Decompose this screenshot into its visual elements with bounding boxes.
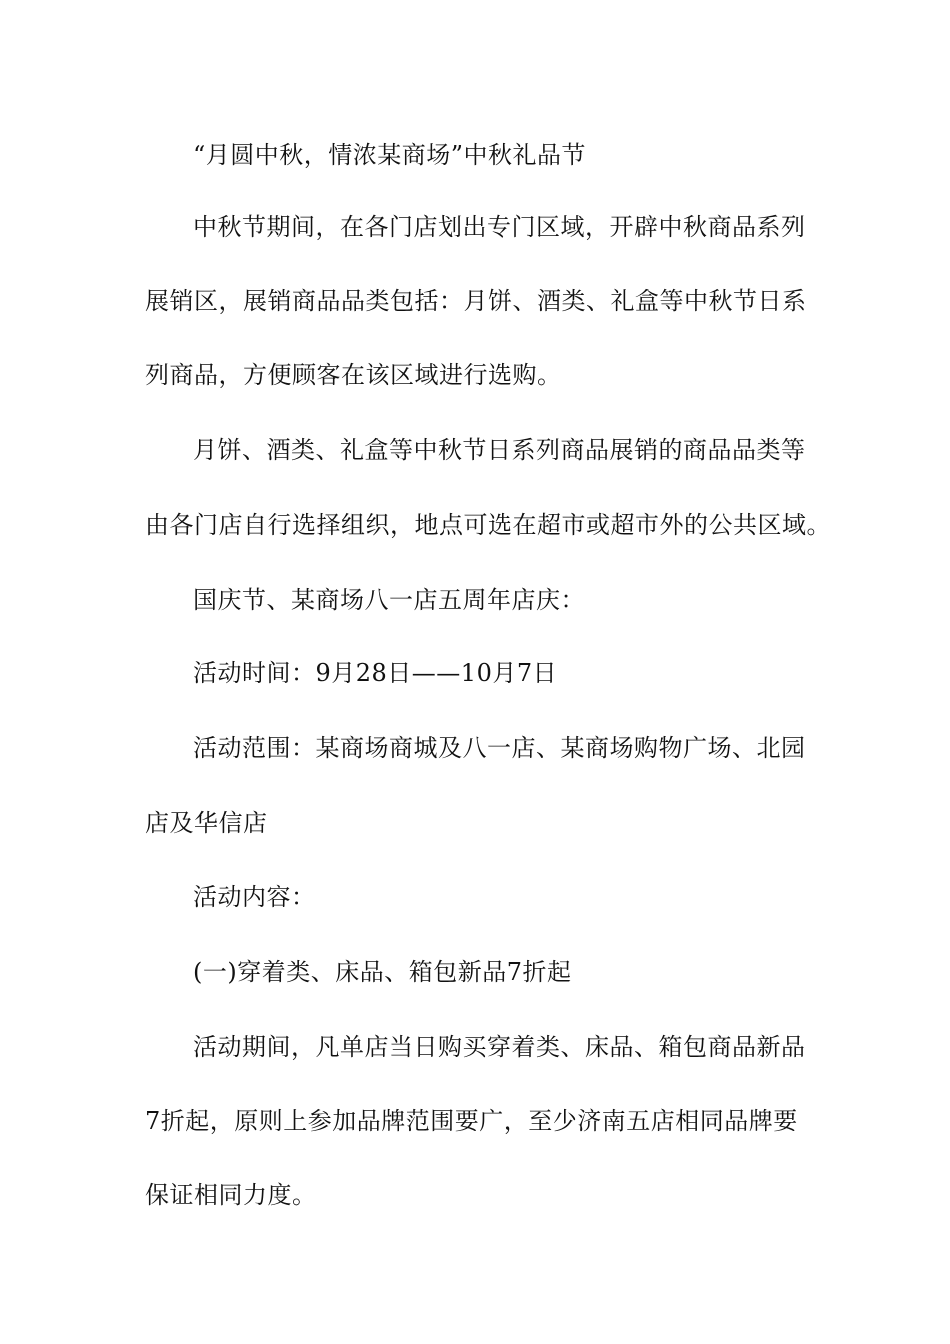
activity-scope-continued: 店及华信店 xyxy=(145,809,268,837)
activity-scope: 活动范围：某商场商城及八一店、某商场购物广场、北园 xyxy=(193,734,806,762)
paragraph-line: 月饼、酒类、礼盒等中秋节日系列商品展销的商品品类等 xyxy=(193,436,806,464)
paragraph-line: 中秋节期间，在各门店划出专门区域，开辟中秋商品系列 xyxy=(193,213,806,241)
paragraph-line: 保证相同力度。 xyxy=(145,1181,317,1209)
paragraph-line: 7折起，原则上参加品牌范围要广，至少济南五店相同品牌要 xyxy=(145,1107,798,1135)
paragraph-line: 展销区，展销商品品类包括：月饼、酒类、礼盒等中秋节日系 xyxy=(145,287,807,315)
paragraph-line: 活动期间，凡单店当日购买穿着类、床品、箱包商品新品 xyxy=(193,1033,806,1061)
activity-time: 活动时间：9月28日——10月7日 xyxy=(193,659,558,687)
paragraph-line: 由各门店自行选择组织，地点可选在超市或超市外的公共区域。 xyxy=(145,511,831,539)
activity-item-heading: (一)穿着类、床品、箱包新品7折起 xyxy=(193,958,572,986)
activity-content-label: 活动内容： xyxy=(193,883,316,911)
paragraph-line: 列商品，方便顾客在该区域进行选购。 xyxy=(145,361,562,389)
document-heading: “月圆中秋，情浓某商场”中秋礼品节 xyxy=(193,141,587,169)
section-heading: 国庆节、某商场八一店五周年店庆： xyxy=(193,586,585,614)
